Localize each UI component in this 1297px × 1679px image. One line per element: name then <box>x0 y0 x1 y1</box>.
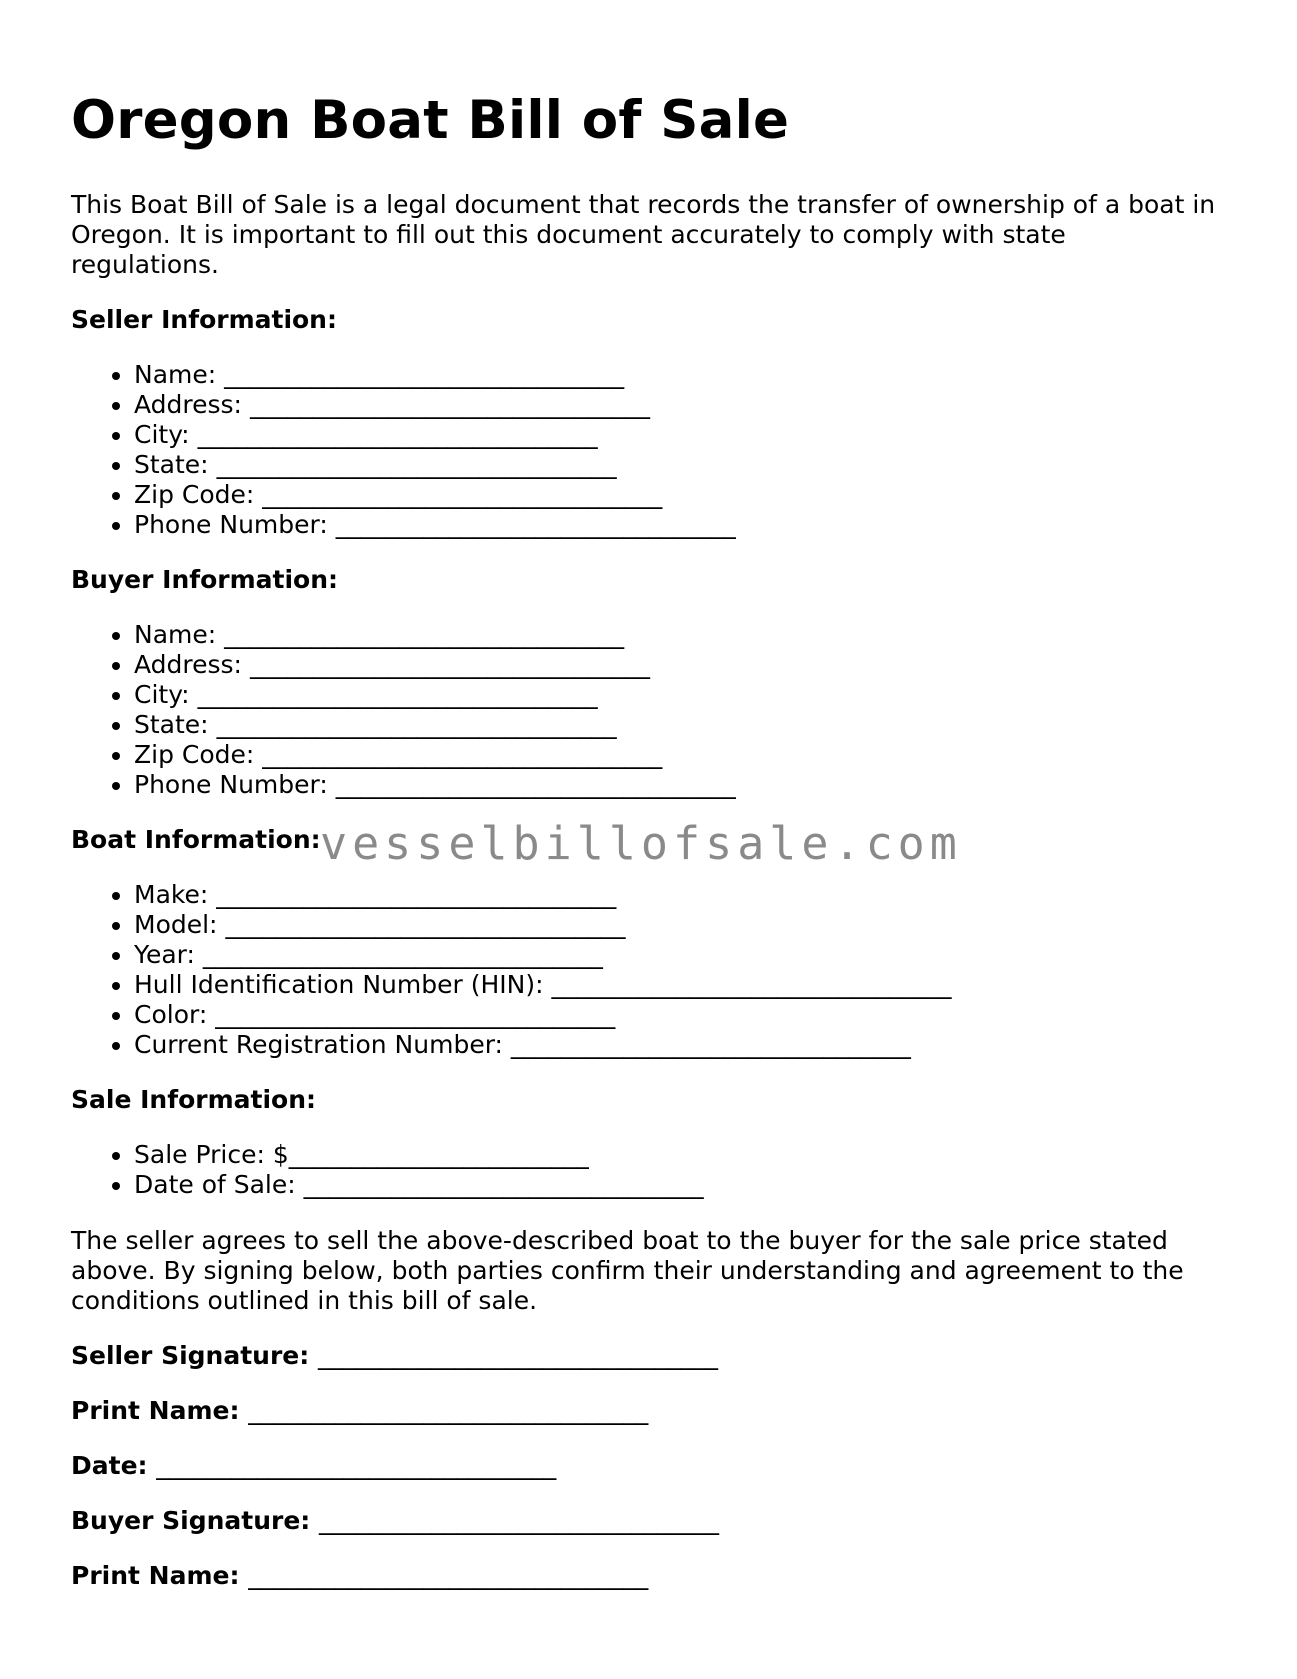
seller-address-field[interactable]: • Address: ________________________________ <box>134 390 1221 420</box>
boat-color-field[interactable]: • Color: ________________________________ <box>134 1000 1221 1030</box>
seller-state-field[interactable]: • State: ________________________________ <box>134 450 1221 480</box>
buyer-zip-field[interactable]: • Zip Code: ________________________________ <box>134 740 1221 770</box>
seller-city-field[interactable]: • City: ________________________________ <box>134 420 1221 450</box>
agreement-paragraph: The seller agrees to sell the above-described boat to the buyer for the sale price stated above. By signing below, both parties confirm their understanding and agreement to the conditions outlined in this bill of sale. <box>71 1226 1184 1315</box>
boat-field-list <box>71 880 1221 1060</box>
page-title: Oregon Boat Bill of Sale <box>71 90 790 151</box>
boat-model-field[interactable]: • Model: ________________________________ <box>134 910 1221 940</box>
buyer-field-list <box>71 620 1221 800</box>
seller-signature-line[interactable]: Seller Signature: ________________________________ <box>71 1341 718 1370</box>
intro-paragraph: This Boat Bill of Sale is a legal document that records the transfer of ownership of a boat in Oregon. It is important to fill out this document accurately to comply with state regulations. <box>71 190 1216 279</box>
seller-phone-field[interactable]: • Phone Number: ________________________________ <box>134 510 1221 540</box>
seller-name-field[interactable]: • Name: ________________________________ <box>134 360 1221 390</box>
buyer-state-field[interactable]: • State: ________________________________ <box>134 710 1221 740</box>
buyer-section-heading: Buyer Information: <box>71 565 339 594</box>
watermark: vesselbillofsale.com <box>320 817 962 870</box>
boat-make-field[interactable]: • Make: ________________________________ <box>134 880 1221 910</box>
boat-year-field[interactable]: • Year: ________________________________ <box>134 940 1221 970</box>
seller-print-name-line[interactable]: Print Name: ________________________________ <box>71 1396 649 1425</box>
buyer-phone-field[interactable]: • Phone Number: ________________________________ <box>134 770 1221 800</box>
boat-hin-field[interactable]: • Hull Identification Number (HIN): ________________________________ <box>134 970 1221 1000</box>
buyer-signature-line[interactable]: Buyer Signature: ________________________________ <box>71 1506 720 1535</box>
boat-section-heading: Boat Information: <box>71 825 321 854</box>
buyer-print-name-line[interactable]: Print Name: ________________________________ <box>71 1561 649 1590</box>
buyer-name-field[interactable]: • Name: ________________________________ <box>134 620 1221 650</box>
sale-date-field[interactable]: • Date of Sale: ________________________________ <box>134 1170 1221 1200</box>
sale-section-heading: Sale Information: <box>71 1085 316 1114</box>
boat-registration-field[interactable]: • Current Registration Number: ________________________________ <box>134 1030 1221 1060</box>
sale-field-list <box>71 1140 1221 1200</box>
seller-section-heading: Seller Information: <box>71 305 337 334</box>
buyer-city-field[interactable]: • City: ________________________________ <box>134 680 1221 710</box>
seller-field-list <box>71 360 1221 540</box>
sale-price-field[interactable]: • Sale Price: $________________________ <box>134 1140 1221 1170</box>
buyer-address-field[interactable]: • Address: ________________________________ <box>134 650 1221 680</box>
seller-zip-field[interactable]: • Zip Code: ________________________________ <box>134 480 1221 510</box>
date-line[interactable]: Date: ________________________________ <box>71 1451 557 1480</box>
